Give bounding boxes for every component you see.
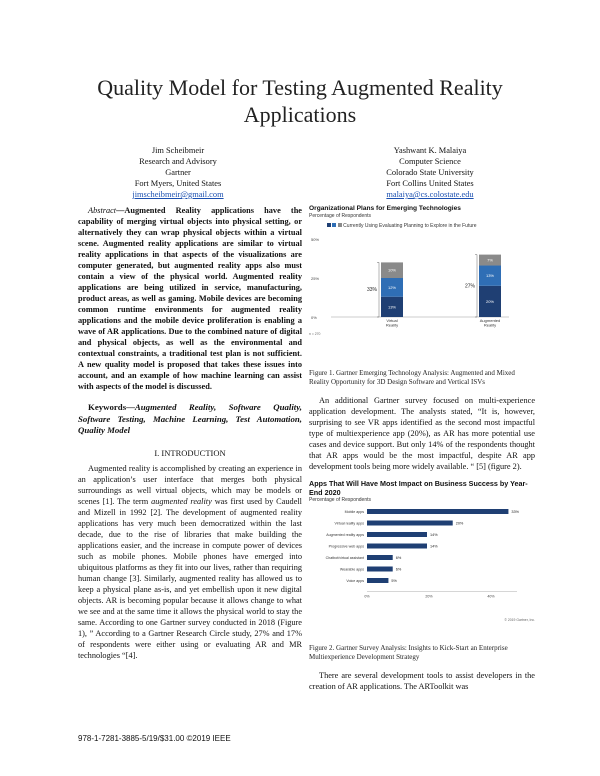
- bar: [367, 578, 388, 583]
- legend-swatch-icon: [332, 223, 336, 227]
- intro-text-b: was first used by Caudell and Mizell in 1992 [2]. The development of augmented reality applications has very much been democratized within the last decade, due to the rise of libraries that make building the applications easier, and the increase in compute power of devices such as mobile phones. Mobile phones have emerged into ubiquitous platforms as they fit into our lives, rather than requiring human change [3]. Similarly, augmented reality has allowed us to keep a physical plane as-is, and yet embellish upon it new digital objects. AR is becoming popular because it allows change to what we see and at the same time it allows the physical world to stay the same. According to one Gartner survey conducted in 2018 (Figure 1), ” According to a Gartner Research Circle study, 27% and 17% of respondents were either using or evaluating AR and MR technologies “[4].: [78, 496, 302, 660]
- y-tick-label: 25%: [311, 275, 320, 281]
- bar: [367, 544, 427, 549]
- y-tick-label: 0%: [311, 314, 317, 320]
- bar: [367, 509, 508, 514]
- author-location: Fort Collins United States: [386, 179, 474, 188]
- data-label: 10%: [387, 267, 397, 273]
- bar: [367, 567, 393, 572]
- bar: [367, 555, 393, 560]
- figure-1-title: Organizational Plans for Emerging Technologies: [309, 205, 461, 212]
- data-label: 14%: [430, 533, 438, 537]
- author-location: Fort Myers, United States: [134, 179, 222, 188]
- author-name: Jim Scheibmeir: [151, 146, 205, 155]
- section-heading: I. INTRODUCTION: [154, 447, 226, 458]
- tools-paragraph: There are several development tools to assist developers in the creation of AR applications. The ARToolkit was: [309, 671, 535, 691]
- author-dept: Computer Science: [399, 157, 461, 166]
- abstract: [78, 205, 302, 392]
- figure-1-caption: Figure 1. Gartner Emerging Technology Analysis: Augmented and Mixed Reality Opportunity for 3D Design Software and Vertical ISVs: [309, 369, 515, 386]
- author-email-link[interactable]: jimscheibmeir@gmail.com: [132, 190, 224, 199]
- figure-2-note: © 2019 Gartner, Inc.: [504, 618, 535, 622]
- abstract-text: —Augmented Reality applications have the capability of merging virtual objects into physical setting, or alternatively they can wrap physical objects within a virtual scene. Augmented reality applications are similar to virtual reality applications in that aspects of the visualizations are computer generated, but augmented reality apps also must contain a view of the physical world. Augmented reality applications are being utilized in service, manufacturing, product areas, as well as gaming. Mobile devices are becoming common runtime environments for augmented reality applications and the mobile device proliferation is enabling a wave of AR applications. Due to the combined nature of digital and physical objects, as well as the environmental and contextual constraints, a traditional test plan is not sufficient. A new quality model is proposed that takes these issues into account, and an example of how machine learning can assist with aspects of the model is discussed.: [78, 206, 302, 391]
- copyright-footer: 978-1-7281-3885-5/19/$31.00 ©2019 IEEE: [78, 734, 231, 743]
- x-tick-label: 40%: [487, 594, 495, 599]
- category-label: Augmented: [479, 317, 501, 323]
- author-email-link[interactable]: malaiya@cs.colostate.edu: [386, 190, 474, 199]
- category-label: Chatbot/virtual assistant: [325, 556, 364, 560]
- total-label: 27%: [465, 282, 476, 289]
- author-block-2: [330, 145, 530, 200]
- figure-2-caption: Figure 2. Gartner Survey Analysis: Insights to Kick-Start an Enterprise Multiexperience Development Strategy: [309, 644, 508, 661]
- keywords-text: Augmented Reality, Software Quality, Software Testing, Machine Learning, Test Automation, Quality Model: [78, 402, 302, 435]
- category-label: Augmented reality apps: [326, 533, 364, 537]
- author-org: Gartner: [165, 168, 191, 177]
- intro-text-a: Augmented reality is accomplished by creating an experience in an application’s user interface that merges both physical surroundings as well virtual objects, which may be models or scenes [1]. The term: [78, 463, 302, 506]
- data-label: 20%: [455, 521, 464, 526]
- data-label: 13%: [387, 303, 397, 309]
- figure-2: [309, 480, 535, 640]
- category-label: Virtual: [386, 317, 398, 323]
- total-bracket: [377, 262, 379, 317]
- figure-1-chart: [309, 229, 535, 329]
- paper-title: Quality Model for Testing Augmented Reality Applications: [97, 75, 503, 127]
- data-label: 20%: [485, 298, 495, 304]
- keywords-label: Keywords—: [88, 402, 135, 412]
- intro-term: augmented reality: [151, 496, 212, 506]
- total-bracket: [475, 254, 477, 316]
- category-label: Progressive web apps: [328, 544, 364, 549]
- data-label: 13%: [485, 272, 495, 278]
- bar: [367, 532, 427, 537]
- legend-text: Currently Using Evaluating Planning to Explore in the Future: [343, 222, 477, 229]
- author-block-1: [78, 145, 278, 200]
- author-dept: Research and Advisory: [139, 157, 217, 166]
- abstract-label: Abstract: [88, 206, 117, 215]
- x-tick-label: 0%: [364, 594, 370, 599]
- keywords: [78, 402, 302, 437]
- total-label: 33%: [367, 286, 378, 293]
- x-tick-label: 20%: [425, 594, 433, 599]
- figure-2-chart: [309, 503, 535, 615]
- figure-1-note: n = 270: [309, 331, 321, 336]
- data-label: 6%: [395, 567, 402, 572]
- data-label: 33%: [511, 510, 520, 514]
- legend-swatch-icon: [327, 223, 331, 227]
- intro-paragraph: [78, 463, 302, 661]
- data-label: 12%: [387, 284, 397, 290]
- right-column: [309, 205, 535, 692]
- figure-2-title: Apps That Will Have Most Impact on Business Success by Year-End 2020: [309, 479, 528, 497]
- figure-1-subtitle: Percentage of Respondents: [309, 212, 371, 219]
- category-label: Mobile apps: [344, 510, 364, 514]
- category-label: Voice apps: [346, 579, 364, 583]
- legend-swatch-icon: [338, 223, 342, 227]
- y-tick-label: 50%: [311, 236, 320, 242]
- left-column: [78, 205, 302, 661]
- survey-paragraph: An additional Gartner survey focused on multi-experience application development. The analysts stated, “It is, however, surprising to see VR apps identified as the second most impactful type of multiexperience app (20%), as AR has more potential use cases and device support. But only 14% of the respondents thought that AR apps would be the most impactful, despite AR app development tools being more widely available. “ [5] (figure 2).: [309, 396, 535, 471]
- figure-2-subtitle: Percentage of Respondents: [309, 497, 371, 503]
- data-label: 5%: [391, 579, 397, 583]
- data-label: 6%: [395, 556, 402, 560]
- data-label: 14%: [430, 544, 438, 549]
- category-label: Virtual reality apps: [334, 521, 364, 526]
- author-org: Colorado State University: [386, 168, 474, 177]
- category-label: Reality: [483, 322, 497, 327]
- category-label: Wearable apps: [339, 567, 364, 572]
- bar: [367, 521, 453, 526]
- category-label: Reality: [385, 322, 399, 327]
- author-name: Yashwant K. Malaiya: [393, 146, 467, 155]
- figure-1: [309, 205, 535, 365]
- data-label: 7%: [487, 257, 493, 263]
